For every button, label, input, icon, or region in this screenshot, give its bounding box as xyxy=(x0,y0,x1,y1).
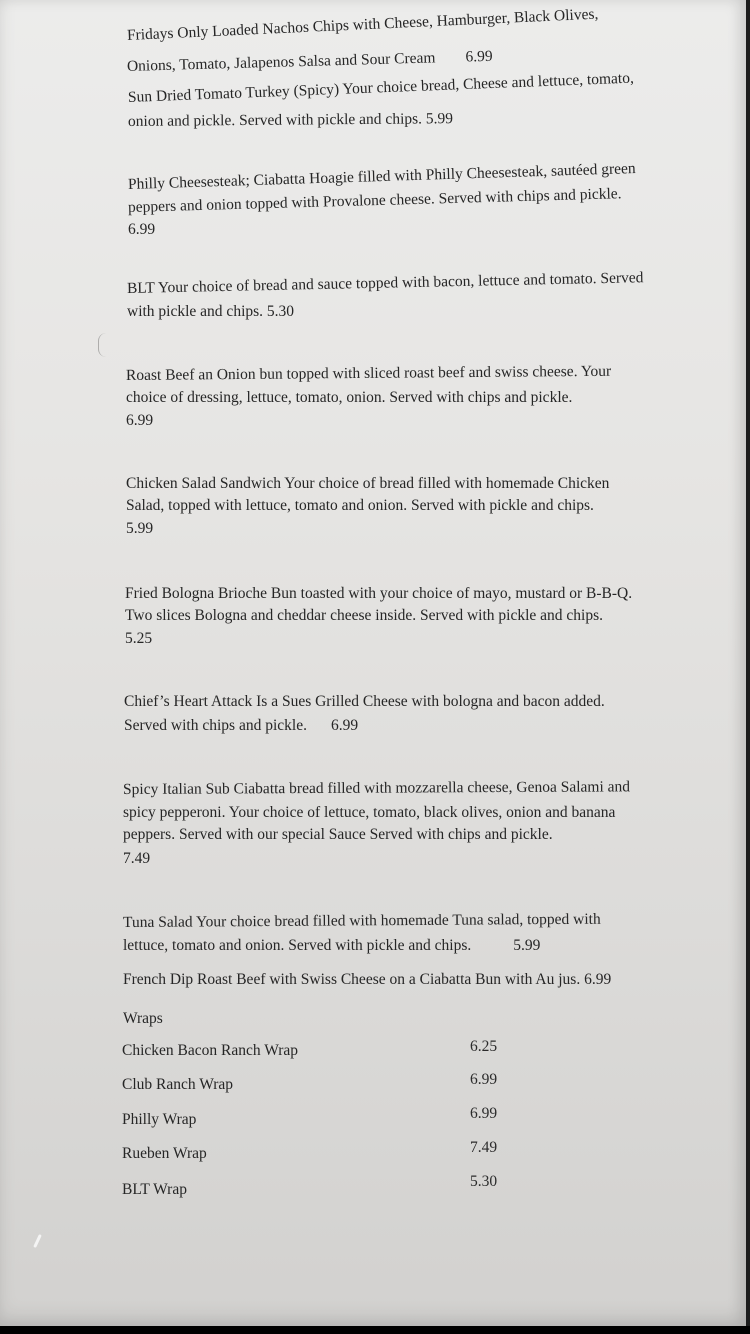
wrap-item-name: Rueben Wrap xyxy=(122,1145,207,1162)
menu-line-roast-beef-price: 6.99 xyxy=(126,412,154,429)
menu-line-italian-sub-1: Spicy Italian Sub Ciabatta bread filled with mozzarella cheese, Genoa Salami and xyxy=(122,778,631,798)
menu-line-turkey-2: onion and pickle. Served with pickle and chips. 5.99 xyxy=(127,110,454,130)
menu-line-bologna-1: Fried Bologna Brioche Bun toasted with your choice of mayo, mustard or B-B-Q. xyxy=(125,585,633,602)
menu-line-roast-beef-2: choice of dressing, lettuce, tomato, onion. Served with chips and pickle. xyxy=(126,389,573,406)
table-edge xyxy=(0,1326,750,1334)
wrap-item-price: 6.99 xyxy=(470,1105,498,1122)
wrap-item-price: 5.30 xyxy=(470,1173,498,1190)
menu-line-philly-price: 6.99 xyxy=(128,221,156,238)
menu-line-blt-1: BLT Your choice of bread and sauce topped with bacon, lettuce and tomato. Served xyxy=(126,269,644,297)
glare-mark xyxy=(33,1234,42,1248)
menu-line-text: Onions, Tomato, Jalapenos Salsa and Sour Cream xyxy=(126,49,436,75)
menu-line-nachos-1: Fridays Only Loaded Nachos Chips with Cheese, Hamburger, Black Olives, xyxy=(126,5,599,44)
wraps-heading: Wraps xyxy=(123,1010,163,1027)
menu-line-italian-sub-3: peppers. Served with our special Sauce Served with chips and pickle. xyxy=(123,826,553,843)
menu-item-price: 6.99 xyxy=(465,47,493,66)
wrap-item-name: Chicken Bacon Ranch Wrap xyxy=(122,1042,298,1059)
menu-line-chicken-salad-price: 5.99 xyxy=(126,520,154,537)
menu-line-text: Served with chips and pickle. xyxy=(124,717,307,734)
menu-line-philly-1: Philly Cheesesteak; Ciabatta Hoagie filled with Philly Cheesesteak, sautéed green xyxy=(127,160,636,193)
menu-line-text: lettuce, tomato and onion. Served with pickle and chips. xyxy=(123,937,472,954)
menu-line-heart-attack-2 xyxy=(124,718,358,734)
pencil-mark xyxy=(98,333,107,357)
menu-line-chicken-salad-2: Salad, topped with lettuce, tomato and onion. Served with pickle and chips. xyxy=(126,497,594,514)
menu-item-price: 6.99 xyxy=(330,717,359,734)
menu-line-chicken-salad-1: Chicken Salad Sandwich Your choice of bread filled with homemade Chicken xyxy=(126,475,610,492)
menu-line-roast-beef-1: Roast Beef an Onion bun topped with sliced roast beef and swiss cheese. Your xyxy=(125,362,612,384)
menu-line-bologna-2: Two slices Bologna and cheddar cheese inside. Served with pickle and chips. xyxy=(125,607,603,624)
menu-line-tuna-1: Tuna Salad Your choice bread filled with homemade Tuna salad, topped with xyxy=(122,910,601,931)
wrap-item-name: Club Ranch Wrap xyxy=(122,1076,234,1093)
menu-line-nachos-2 xyxy=(127,49,493,75)
wrap-item-price: 7.49 xyxy=(470,1139,498,1156)
menu-line-bologna-price: 5.25 xyxy=(125,630,153,647)
menu-line-tuna-2 xyxy=(123,938,540,954)
wrap-item-name: Philly Wrap xyxy=(122,1111,197,1128)
wrap-item-price: 6.99 xyxy=(470,1071,498,1088)
menu-line-italian-sub-price: 7.49 xyxy=(123,850,151,867)
menu-line-italian-sub-2: spicy pepperoni. Your choice of lettuce, tomato, black olives, onion and banana xyxy=(123,804,616,821)
wrap-item-name: BLT Wrap xyxy=(122,1181,187,1198)
menu-line-blt-2: with pickle and chips. 5.30 xyxy=(127,303,295,320)
menu-line-heart-attack-1: Chief’s Heart Attack Is a Sues Grilled Cheese with bologna and bacon added. xyxy=(124,693,605,710)
menu-line-philly-2: peppers and onion topped with Provalone cheese. Served with chips and pickle. xyxy=(127,185,622,216)
menu-line-turkey-1: Sun Dried Tomato Turkey (Spicy) Your choice bread, Cheese and lettuce, tomato, xyxy=(127,69,635,106)
menu-item-price: 5.99 xyxy=(513,937,541,954)
wrap-item-price: 6.25 xyxy=(470,1038,498,1055)
menu-line-french-dip: French Dip Roast Beef with Swiss Cheese on a Ciabatta Bun with Au jus. 6.99 xyxy=(123,971,612,988)
